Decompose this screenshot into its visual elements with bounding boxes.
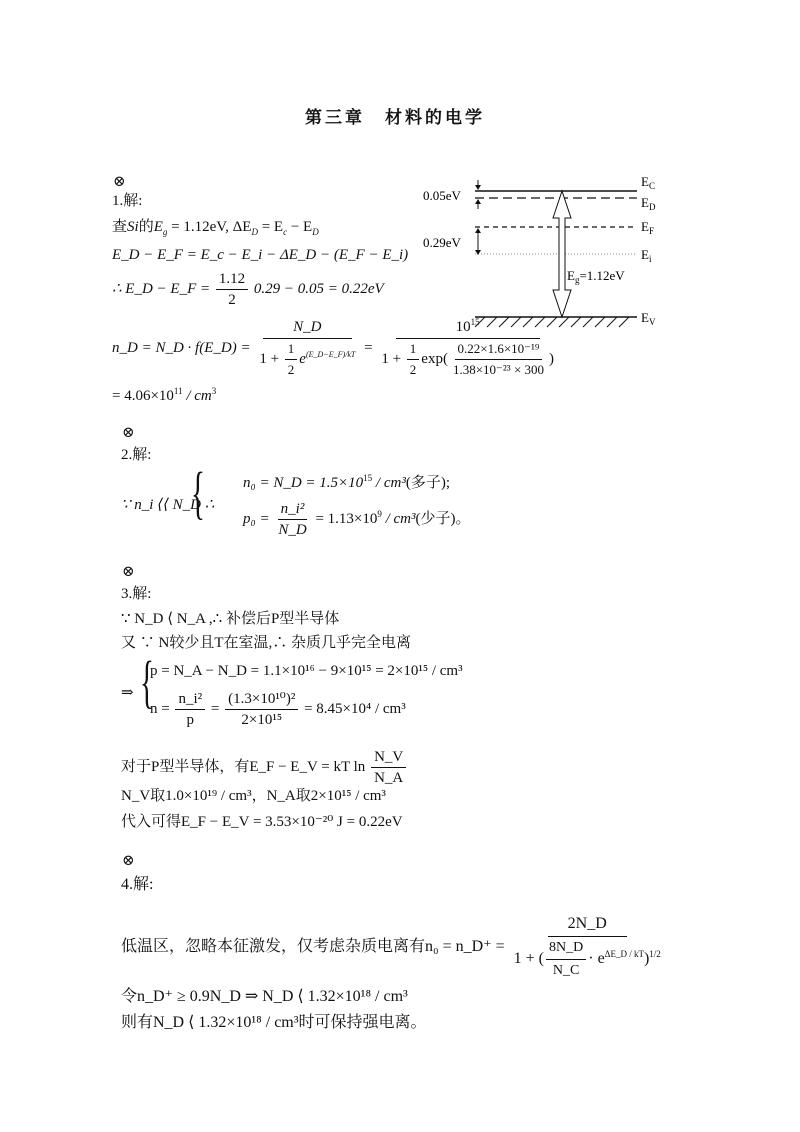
text: Si: [127, 219, 139, 235]
text: 8N_D: [546, 938, 586, 960]
fraction-denominator: [511, 937, 664, 981]
fraction-numerator: N_D: [263, 318, 351, 339]
text: E: [153, 219, 163, 235]
text: 0.29 − 0.05 = 0.22eV: [253, 280, 384, 297]
q3-line1: ∵ N_D ⟨ N_A ,∴ 补偿后P型半导体: [121, 611, 340, 627]
q2-row1: [243, 474, 450, 492]
eg-label: $E_g=1.12eV$: [567, 268, 625, 285]
fraction-denominator: 2: [228, 292, 236, 308]
text: = 1.13×10: [315, 510, 378, 527]
q4-line2: 令n_D⁺ ≥ 0.9N_D ⇒ N_D ⟨ 1.32×10¹⁸ / cm³: [121, 988, 408, 1005]
text: 0.22×1.6×10⁻¹⁹: [455, 340, 543, 360]
text: N_D: [278, 522, 307, 538]
text: p₀ =: [243, 510, 270, 527]
text: = 1.12eV, ΔE: [167, 219, 252, 235]
arrowhead: [475, 199, 481, 204]
text: 11: [173, 386, 183, 396]
ev-hatching: [475, 317, 629, 327]
implies-arrow: ⇒: [121, 685, 134, 701]
q3-line3: [121, 748, 408, 787]
text: 查: [112, 219, 128, 235]
text: · e: [588, 950, 605, 968]
text: 1: [407, 340, 420, 360]
q3-line5: 代入可得E_F − E_V = 3.53×10⁻²⁰ J = 0.22eV: [121, 814, 403, 830]
text: =: [210, 700, 220, 717]
q1-heading: 1.解:: [112, 193, 143, 209]
ed-label: $E_D$: [641, 195, 656, 212]
fraction-denominator: [256, 339, 358, 379]
text: = 8.45×10⁴ / cm³: [304, 700, 406, 717]
text: (多子);: [405, 475, 450, 491]
text: D: [251, 227, 258, 237]
text: p: [186, 712, 195, 728]
text: − E: [287, 219, 313, 235]
q2-row2: [243, 500, 471, 539]
q1-line5: [112, 387, 216, 405]
text: n =: [150, 700, 170, 717]
text: g: [162, 227, 168, 237]
arrowhead: [475, 228, 481, 233]
text: 低温区，忽略本征激发，仅考虑杂质电离有n₀ = n_D⁺ =: [121, 938, 505, 956]
marker-icon: ⊗: [113, 174, 126, 190]
fraction-denominator: [378, 339, 557, 379]
q2-condition: ∵ n_i ⟨⟨ N_D ∴: [121, 497, 215, 513]
gap1-label: 0.05eV: [423, 188, 461, 203]
marker-icon: ⊗: [122, 425, 135, 441]
text: ): [549, 350, 555, 367]
q1-line3: [112, 270, 384, 309]
q3-line4: N_V取1.0×10¹⁹ / cm³，N_A取2×10¹⁵ / cm³: [121, 788, 386, 804]
text: 1: [285, 340, 298, 360]
ec-label: $E_C$: [641, 174, 655, 191]
fraction-numerator: 1.12: [216, 270, 248, 290]
text: n_D = N_D · f(E_D) =: [112, 339, 251, 356]
text: / cm: [182, 388, 212, 404]
text: = 4.06×10: [112, 388, 174, 404]
text: D: [312, 227, 319, 237]
text: = E: [257, 219, 284, 235]
text: 15: [363, 473, 373, 483]
q3-heading: 3.解:: [121, 586, 152, 602]
text: 10: [455, 319, 471, 335]
q1-line1: [112, 218, 319, 236]
energy-band-diagram: [415, 170, 695, 330]
text: (少子)。: [415, 510, 471, 527]
text: exp(: [421, 350, 448, 367]
text: 9: [377, 508, 382, 519]
ef-label: $E_F$: [641, 219, 654, 236]
text: N_V: [371, 748, 406, 768]
q3-row2: [150, 690, 406, 729]
text: / cm³: [381, 510, 416, 527]
marker-icon: ⊗: [122, 853, 135, 869]
text: (1.3×10¹⁰)²: [225, 690, 298, 710]
text: e: [299, 350, 306, 367]
marker-icon: ⊗: [122, 564, 135, 580]
ev-label: $E_V$: [641, 310, 656, 327]
text: (E_D−E_F)/kT: [305, 349, 356, 359]
fraction-numerator: 2N_D: [548, 914, 627, 937]
text: 的: [138, 219, 154, 235]
text: 2×10¹⁵: [241, 712, 283, 728]
text: n_i²: [175, 690, 205, 710]
text: 1/2: [649, 948, 661, 959]
text: ∴ E_D − E_F =: [112, 280, 211, 297]
text: 2: [287, 362, 295, 377]
arrowhead: [475, 185, 481, 190]
q3-line2: 又 ∵ N较少且T在室温,∴ 杂质几乎完全电离: [121, 635, 411, 651]
left-brace: {: [139, 649, 154, 714]
text: 对于P型半导体，有E_F − E_V = kT ln: [121, 758, 366, 775]
text: 1 +: [259, 350, 280, 367]
q4-line1: [121, 914, 666, 981]
q4-heading: 4.解:: [121, 876, 154, 893]
text: / cm³: [372, 475, 406, 491]
q4-line3: 则有N_D ⟨ 1.32×10¹⁸ / cm³时可保持强电离。: [121, 1014, 427, 1031]
ei-label: $E_i$: [641, 247, 652, 264]
text: 3: [211, 386, 217, 396]
text: =: [364, 339, 373, 356]
gap2-label: 0.29eV: [423, 235, 461, 250]
text: 15: [470, 317, 480, 327]
text: ΔE_D / kT: [604, 948, 644, 959]
text: n_i²: [278, 500, 308, 520]
text: 1 + (: [513, 950, 544, 968]
q2-heading: 2.解:: [121, 447, 152, 463]
q1-line2: E_D − E_F = E_c − E_i − ΔE_D − (E_F − E_i): [112, 247, 409, 263]
text: c: [283, 227, 288, 237]
text: N_A: [374, 770, 404, 786]
chapter-title: 第三章 材料的电学: [305, 108, 485, 128]
text: 1.38×10⁻²³ × 300: [452, 362, 545, 377]
q3-row1: p = N_A − N_D = 1.1×10¹⁶ − 9×10¹⁵ = 2×10¹⁵ / cm³: [150, 663, 463, 679]
text: 1 +: [381, 350, 402, 367]
text: ): [643, 950, 650, 968]
left-brace: {: [190, 460, 205, 525]
text: 2: [409, 362, 417, 377]
text: n₀ = N_D = 1.5×10: [243, 475, 364, 491]
text: N_C: [552, 963, 580, 978]
